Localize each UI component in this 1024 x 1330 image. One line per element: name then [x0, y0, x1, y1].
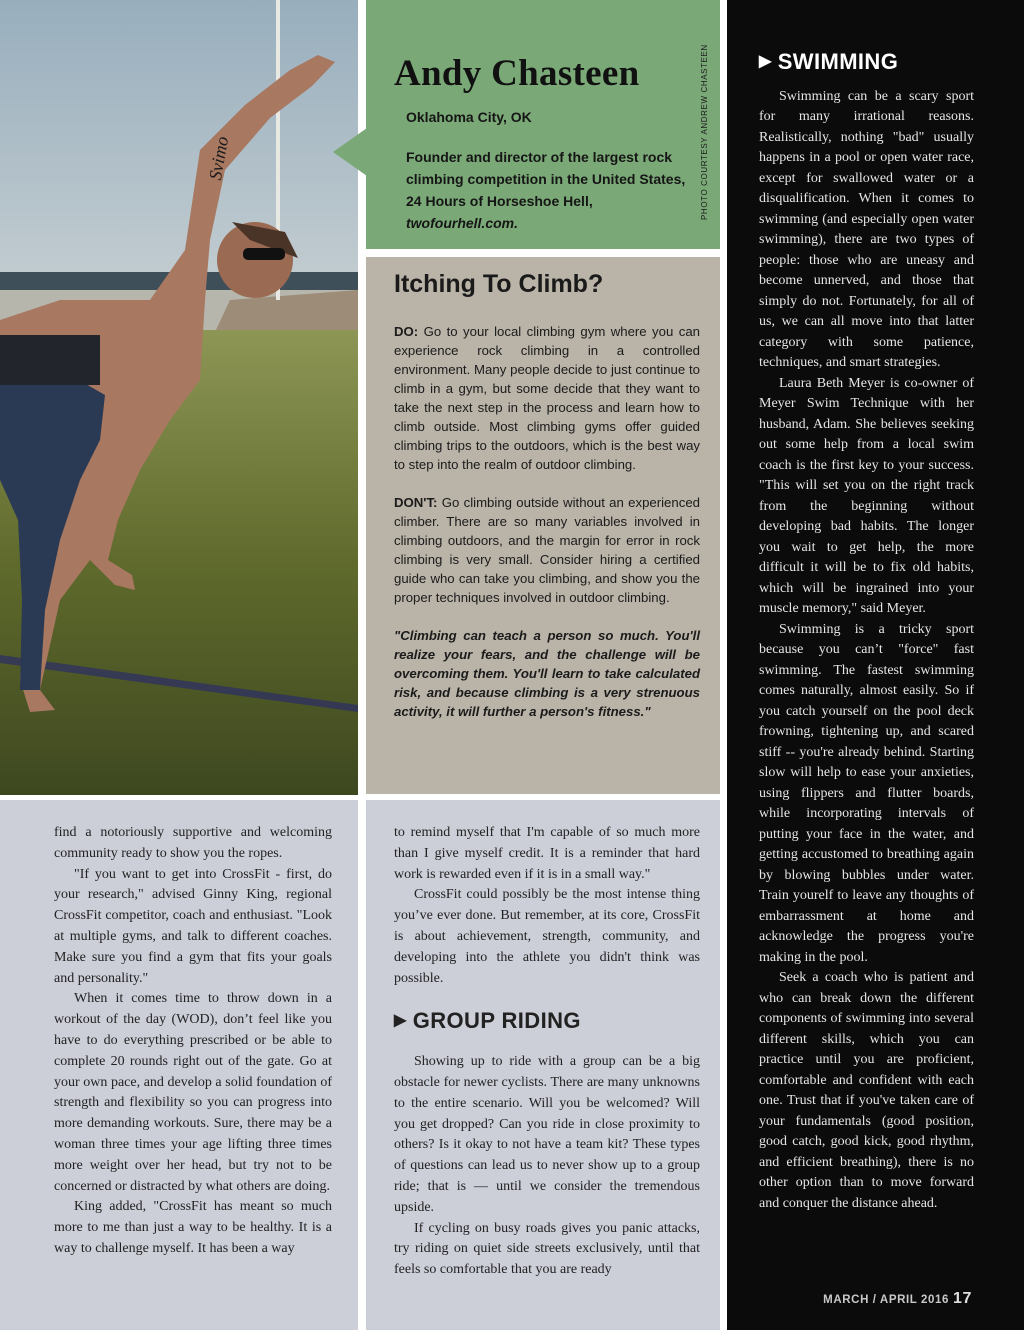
tips-dont-label: DON'T:: [394, 495, 438, 510]
issue-date: MARCH / APRIL 2016: [823, 1293, 949, 1306]
article-column-1: [0, 800, 358, 1330]
group-riding-heading: [394, 1008, 700, 1034]
tattoo-text: Svimo: [204, 134, 233, 182]
profile-pointer: [333, 128, 367, 176]
tips-dont-text: Go climbing outside without an experienced climber. There are so many variables involved in climbing outdoors, and the margin for error in rock climbing is very small. Consider hiring a certified guide who can take you climbing, and show you the proper techniques involved in outdoor climbing.: [394, 495, 700, 605]
swimming-column: [727, 0, 1024, 1330]
climber-photo-illustration: [0, 0, 358, 795]
tips-do-label: DO:: [394, 324, 419, 339]
article-column-2: [366, 800, 720, 1330]
article-paragraph: to remind myself that I'm capable of so much more than I give myself credit. It is a reminder that hard work is rewarded even if it is in a small way.": [394, 825, 700, 882]
profile-description-text: Founder and director of the largest rock climbing competition in the United States, 24 Hours of Horseshoe Hell,: [406, 149, 686, 209]
article-paragraph: Seek a coach who is patient and who can break down the different components of swimming into several different skills, which you can practice until you are proficient, comfortable and confident with each one. Trust that if you've taken care of your fundamentals (good position, good catch, good kick, good rhythm, and efficient breathing), there is no other option than to move forward and conquer the distance ahead.: [759, 970, 974, 1211]
profile-location: Oklahoma City, OK: [406, 109, 532, 125]
article-paragraph: find a notoriously supportive and welcoming community ready to show you the ropes.: [54, 825, 332, 861]
tips-do-text: Go to your local climbing gym where you can experience rock climbing in a controlled environment. Many people decide to just continue to climb in a gym, but some decide that they want to take the next step in the process and learn how to climb outside. Most climbing gyms offer guided climbing trips to the outdoors, which is the best way to step into the realm of outdoor climbing.: [394, 324, 700, 472]
tips-quote: "Climbing can teach a person so much. You'll realize your fears, and the challenge will be overcoming them. You'll learn to take calculated risk, and because climbing is a very strenuous activity, it will further a person's fitness.": [394, 628, 700, 719]
profile-box: [366, 0, 720, 249]
profile-description: [406, 146, 688, 234]
profile-name: Andy Chasteen: [394, 53, 640, 94]
article-paragraph: Swimming is a tricky sport because you can’t "force" fast swimming. The fastest swimming comes naturally, almost easily. So if you catch yourself on the pool deck frowning, tightening up, and scared stiff -- you're already behind. Starting slow will help to ease your anxieties, using flippers and flutter boards, while incorporating intervals of putting your face in the water, and getting accustomed to breathing again by blowing bubbles under water. Train yourelf to leave any thoughts of embarrassment at home and acknowledge the progress you're making in the pool.: [759, 621, 974, 965]
group-riding-title: GROUP RIDING: [412, 1008, 581, 1034]
tips-title: Itching To Climb?: [394, 270, 604, 298]
swimming-heading: [759, 49, 974, 74]
article-paragraph: King added, "CrossFit has meant so much more to me than just a way to be healthy. It is a way to challenge myself. It has been a way: [54, 1199, 332, 1256]
article-paragraph: "If you want to get into CrossFit - first, do your research," advised Ginny King, regional CrossFit competitor, coach and enthusiast. "Look at multiple gyms, and talk to different coaches. Make sure you find a gym that fits your goals and personality.": [54, 866, 332, 986]
tips-do: [394, 322, 700, 474]
climber-photo: [0, 0, 358, 795]
page-folio: [823, 1289, 972, 1311]
article-paragraph: CrossFit could possibly be the most intense thing you’ve ever done. But remember, at its core, CrossFit is about achievement, strength, community, and developing into the athlete you didn't think was possible.: [394, 887, 700, 986]
article-paragraph: Showing up to ride with a group can be a big obstacle for newer cyclists. There are many unknowns to the entire scenario. Will you be welcomed? Will you get dropped? Can you ride in close proximity to others? Is it okay to not have a team kit? These types of questions can lead us to never show up to a group ride; that is — until we consider the tremendous upside.: [394, 1054, 700, 1215]
article-paragraph: Laura Beth Meyer is co-owner of Meyer Swim Technique with her husband, Adam. She believes seeking out some help from a local swim coach is the first key to your success. "This will set you on the right track from the beginning without developing bad habits. The longer you wait to get help, the more difficult it will be to fix old habits, which will be ingrained into your muscle memory," said Meyer.: [759, 375, 974, 616]
profile-website-link[interactable]: twofourhell.com.: [406, 215, 518, 231]
swimming-title: SWIMMING: [777, 49, 899, 74]
article-paragraph: Swimming can be a scary sport for many irrational reasons. Realistically, nothing "bad" usually happens in a pool or open water race, except for swallowed water or a disqualification. When it comes to swimming (and especially open water swimming), there are two types of people: those who are uneasy and become unnerved, and those that simply do not. Fortunately, for all of us, we can all move into that latter category with some patience, techniques, and smart strategies.: [759, 88, 974, 370]
page-number: 17: [953, 1289, 972, 1307]
section-marker-icon: ▶: [394, 1012, 407, 1030]
section-marker-icon: ▶: [759, 53, 772, 70]
tips-dont: [394, 493, 700, 607]
article-paragraph: When it comes time to throw down in a workout of the day (WOD), don’t feel like you have to do everything prescribed or be able to complete 20 rounds right out of the gate. Go at your own pace, and develop a solid foundation of strength and flexibility so you can progress into more demanding workouts. Sure, there may be a woman three times your age lifting three times more weight over her head, but try not to be concerned or distracted by what others are doing.: [54, 991, 332, 1194]
climbing-tips-box: [366, 257, 720, 794]
photo-credit: PHOTO COURTESY ANDREW CHASTEEN: [700, 44, 709, 220]
article-paragraph: If cycling on busy roads gives you panic attacks, try riding on quiet side streets exclusively, until that feels so comfortable that you are ready: [394, 1220, 700, 1278]
